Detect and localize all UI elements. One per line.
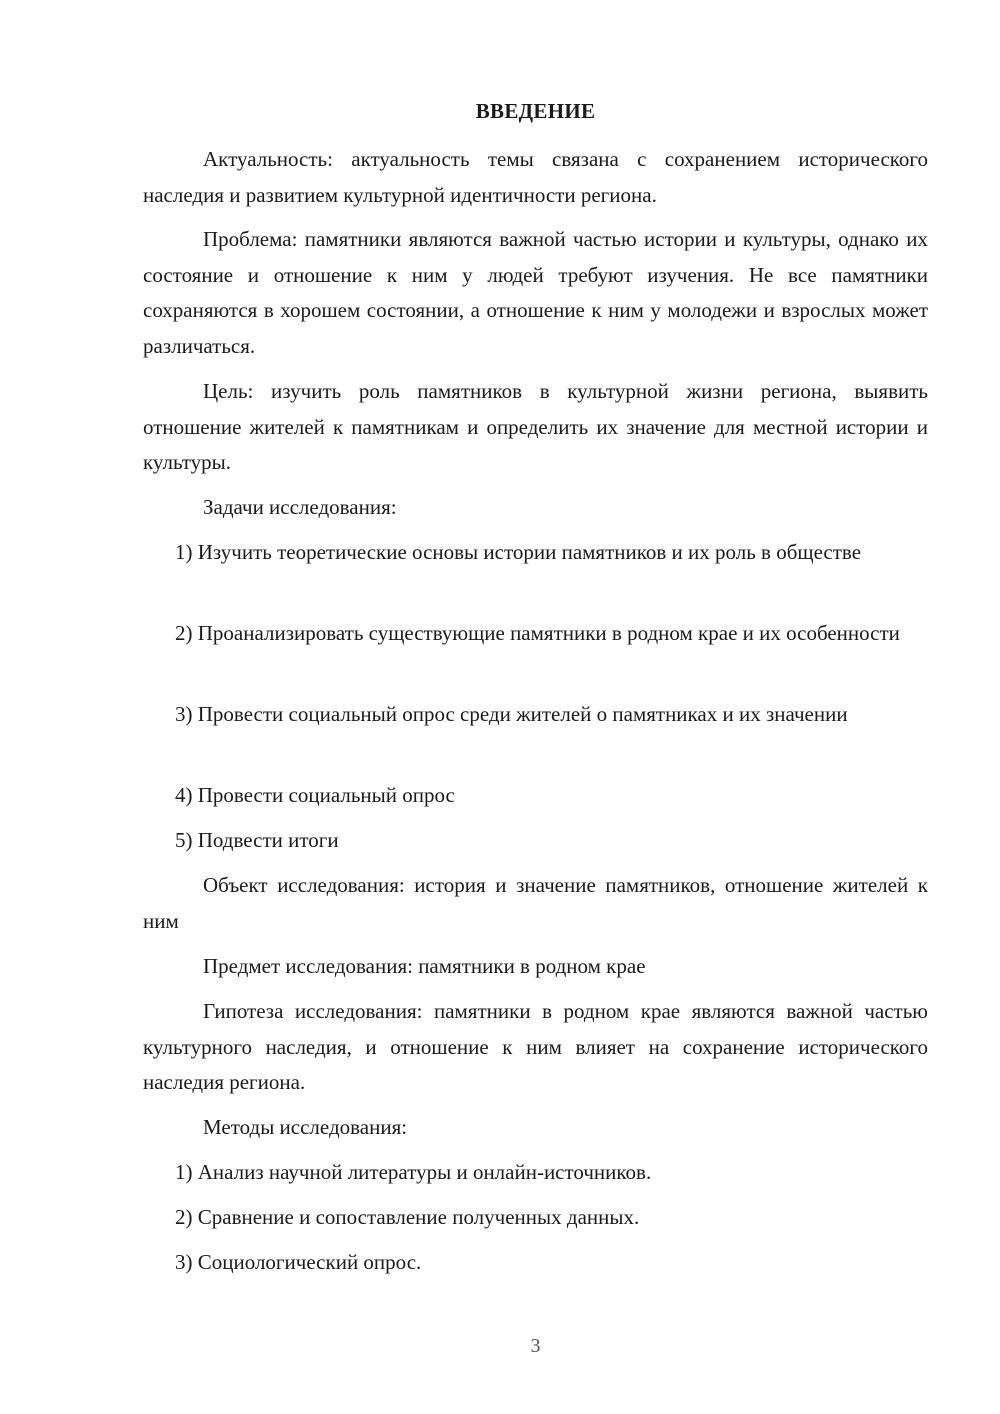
task-item: 4) Провести социальный опрос [175,783,455,807]
subject-paragraph: Предмет исследования: памятники в родном крае [203,954,646,978]
task-item: 1) Изучить теоретические основы истории памятников и их роль в обществе [175,540,862,564]
section-title: ВВЕДЕНИЕ [475,99,596,123]
task-item: 3) Провести социальный опрос среди жителей о памятниках и их значении [175,702,848,726]
object-paragraph: Объект исследования: история и значение памятников, отношение жителей к ним [143,873,928,933]
methods-heading: Методы исследования: [203,1115,408,1139]
relevance-paragraph: Актуальность: актуальность темы связана с сохранением исторического наследия и развитием культурной идентичности региона. [143,147,928,207]
method-item: 3) Социологический опрос. [175,1250,422,1274]
hypothesis-paragraph: Гипотеза исследования: памятники в родном крае являются важной частью культурного наследия, и отношение к ним влияет на сохранение исторического наследия региона. [143,999,928,1094]
tasks-heading: Задачи исследования: [203,495,397,519]
method-item: 2) Сравнение и сопоставление полученных данных. [175,1205,640,1229]
task-item: 2) Проанализировать существующие памятники в родном крае и их особенности [175,621,900,645]
method-item: 1) Анализ научной литературы и онлайн-источников. [175,1160,652,1184]
task-item: 5) Подвести итоги [175,828,339,852]
problem-paragraph: Проблема: памятники являются важной частью истории и культуры, однако их состояние и отношение к ним у людей требуют изучения. Не все памятники сохраняются в хорошем состоянии, а отношение к ним у молодежи и взрослых может различаться. [143,227,928,358]
goal-paragraph: Цель: изучить роль памятников в культурной жизни региона, выявить отношение жителей к памятникам и определить их значение для местной истории и культуры. [143,379,928,474]
document-page [143,0,928,1414]
page-number: 3 [530,1335,541,1357]
